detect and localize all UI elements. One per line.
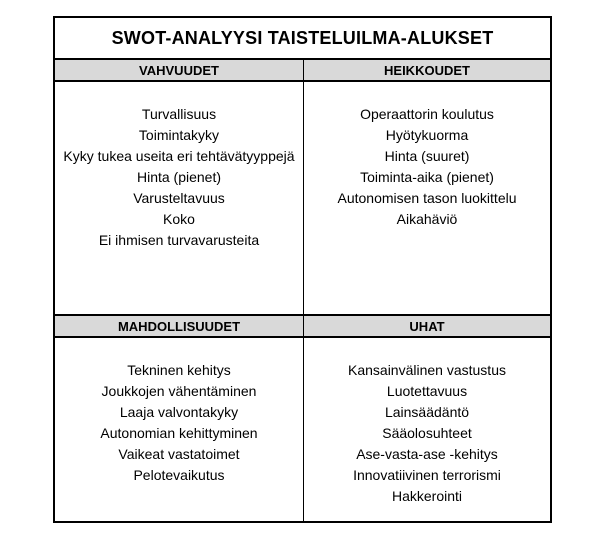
list-item: Operaattorin koulutus <box>360 106 494 122</box>
list-item: Vaikeat vastatoimet <box>118 446 240 462</box>
opportunities-list <box>55 360 303 486</box>
threats-list <box>304 360 550 507</box>
list-item: Luotettavuus <box>386 383 468 399</box>
list-item: Koko <box>163 211 195 227</box>
list-item: Joukkojen vähentäminen <box>101 383 257 399</box>
list-item: Lainsäädäntö <box>384 404 470 420</box>
weaknesses-list <box>304 104 550 230</box>
weaknesses-quadrant <box>304 60 550 314</box>
opportunities-quadrant <box>55 314 304 521</box>
strengths-header: VAHVUUDET <box>55 60 303 82</box>
list-item: Hakkerointi <box>391 488 463 504</box>
list-item: Ei ihmisen turvavarusteita <box>98 232 260 248</box>
list-item: Toiminta-aika (pienet) <box>360 169 494 185</box>
list-item: Ase-vasta-ase -kehitys <box>356 446 498 462</box>
list-item: Autonomian kehittyminen <box>100 425 258 441</box>
list-item: Tekninen kehitys <box>127 362 231 378</box>
strengths-list <box>55 104 303 251</box>
threats-quadrant <box>304 314 550 521</box>
threats-header: UHAT <box>304 314 550 338</box>
list-item: Kansainvälinen vastustus <box>348 362 506 378</box>
list-item: Toimintakyky <box>138 127 220 143</box>
list-item: Sääolosuhteet <box>382 425 472 441</box>
list-item: Hyötykuorma <box>385 127 469 143</box>
list-item: Hinta (suuret) <box>384 148 470 164</box>
list-item: Turvallisuus <box>141 106 217 122</box>
list-item: Kyky tukea useita eri tehtävätyyppejä <box>63 148 295 164</box>
list-item: Hinta (pienet) <box>136 169 222 185</box>
swot-table <box>53 16 552 523</box>
list-item: Aikahäviö <box>396 211 458 227</box>
weaknesses-header: HEIKKOUDET <box>304 60 550 82</box>
list-item: Autonomisen tason luokittelu <box>337 190 517 206</box>
opportunities-header: MAHDOLLISUUDET <box>55 314 303 338</box>
list-item: Pelotevaikutus <box>133 467 225 483</box>
strengths-quadrant <box>55 60 304 314</box>
table-title: SWOT-ANALYYSI TAISTELUILMA-ALUKSET <box>55 18 550 60</box>
list-item: Varusteltavuus <box>133 190 225 206</box>
list-item: Innovatiivinen terrorismi <box>353 467 501 483</box>
list-item: Laaja valvontakyky <box>119 404 239 420</box>
